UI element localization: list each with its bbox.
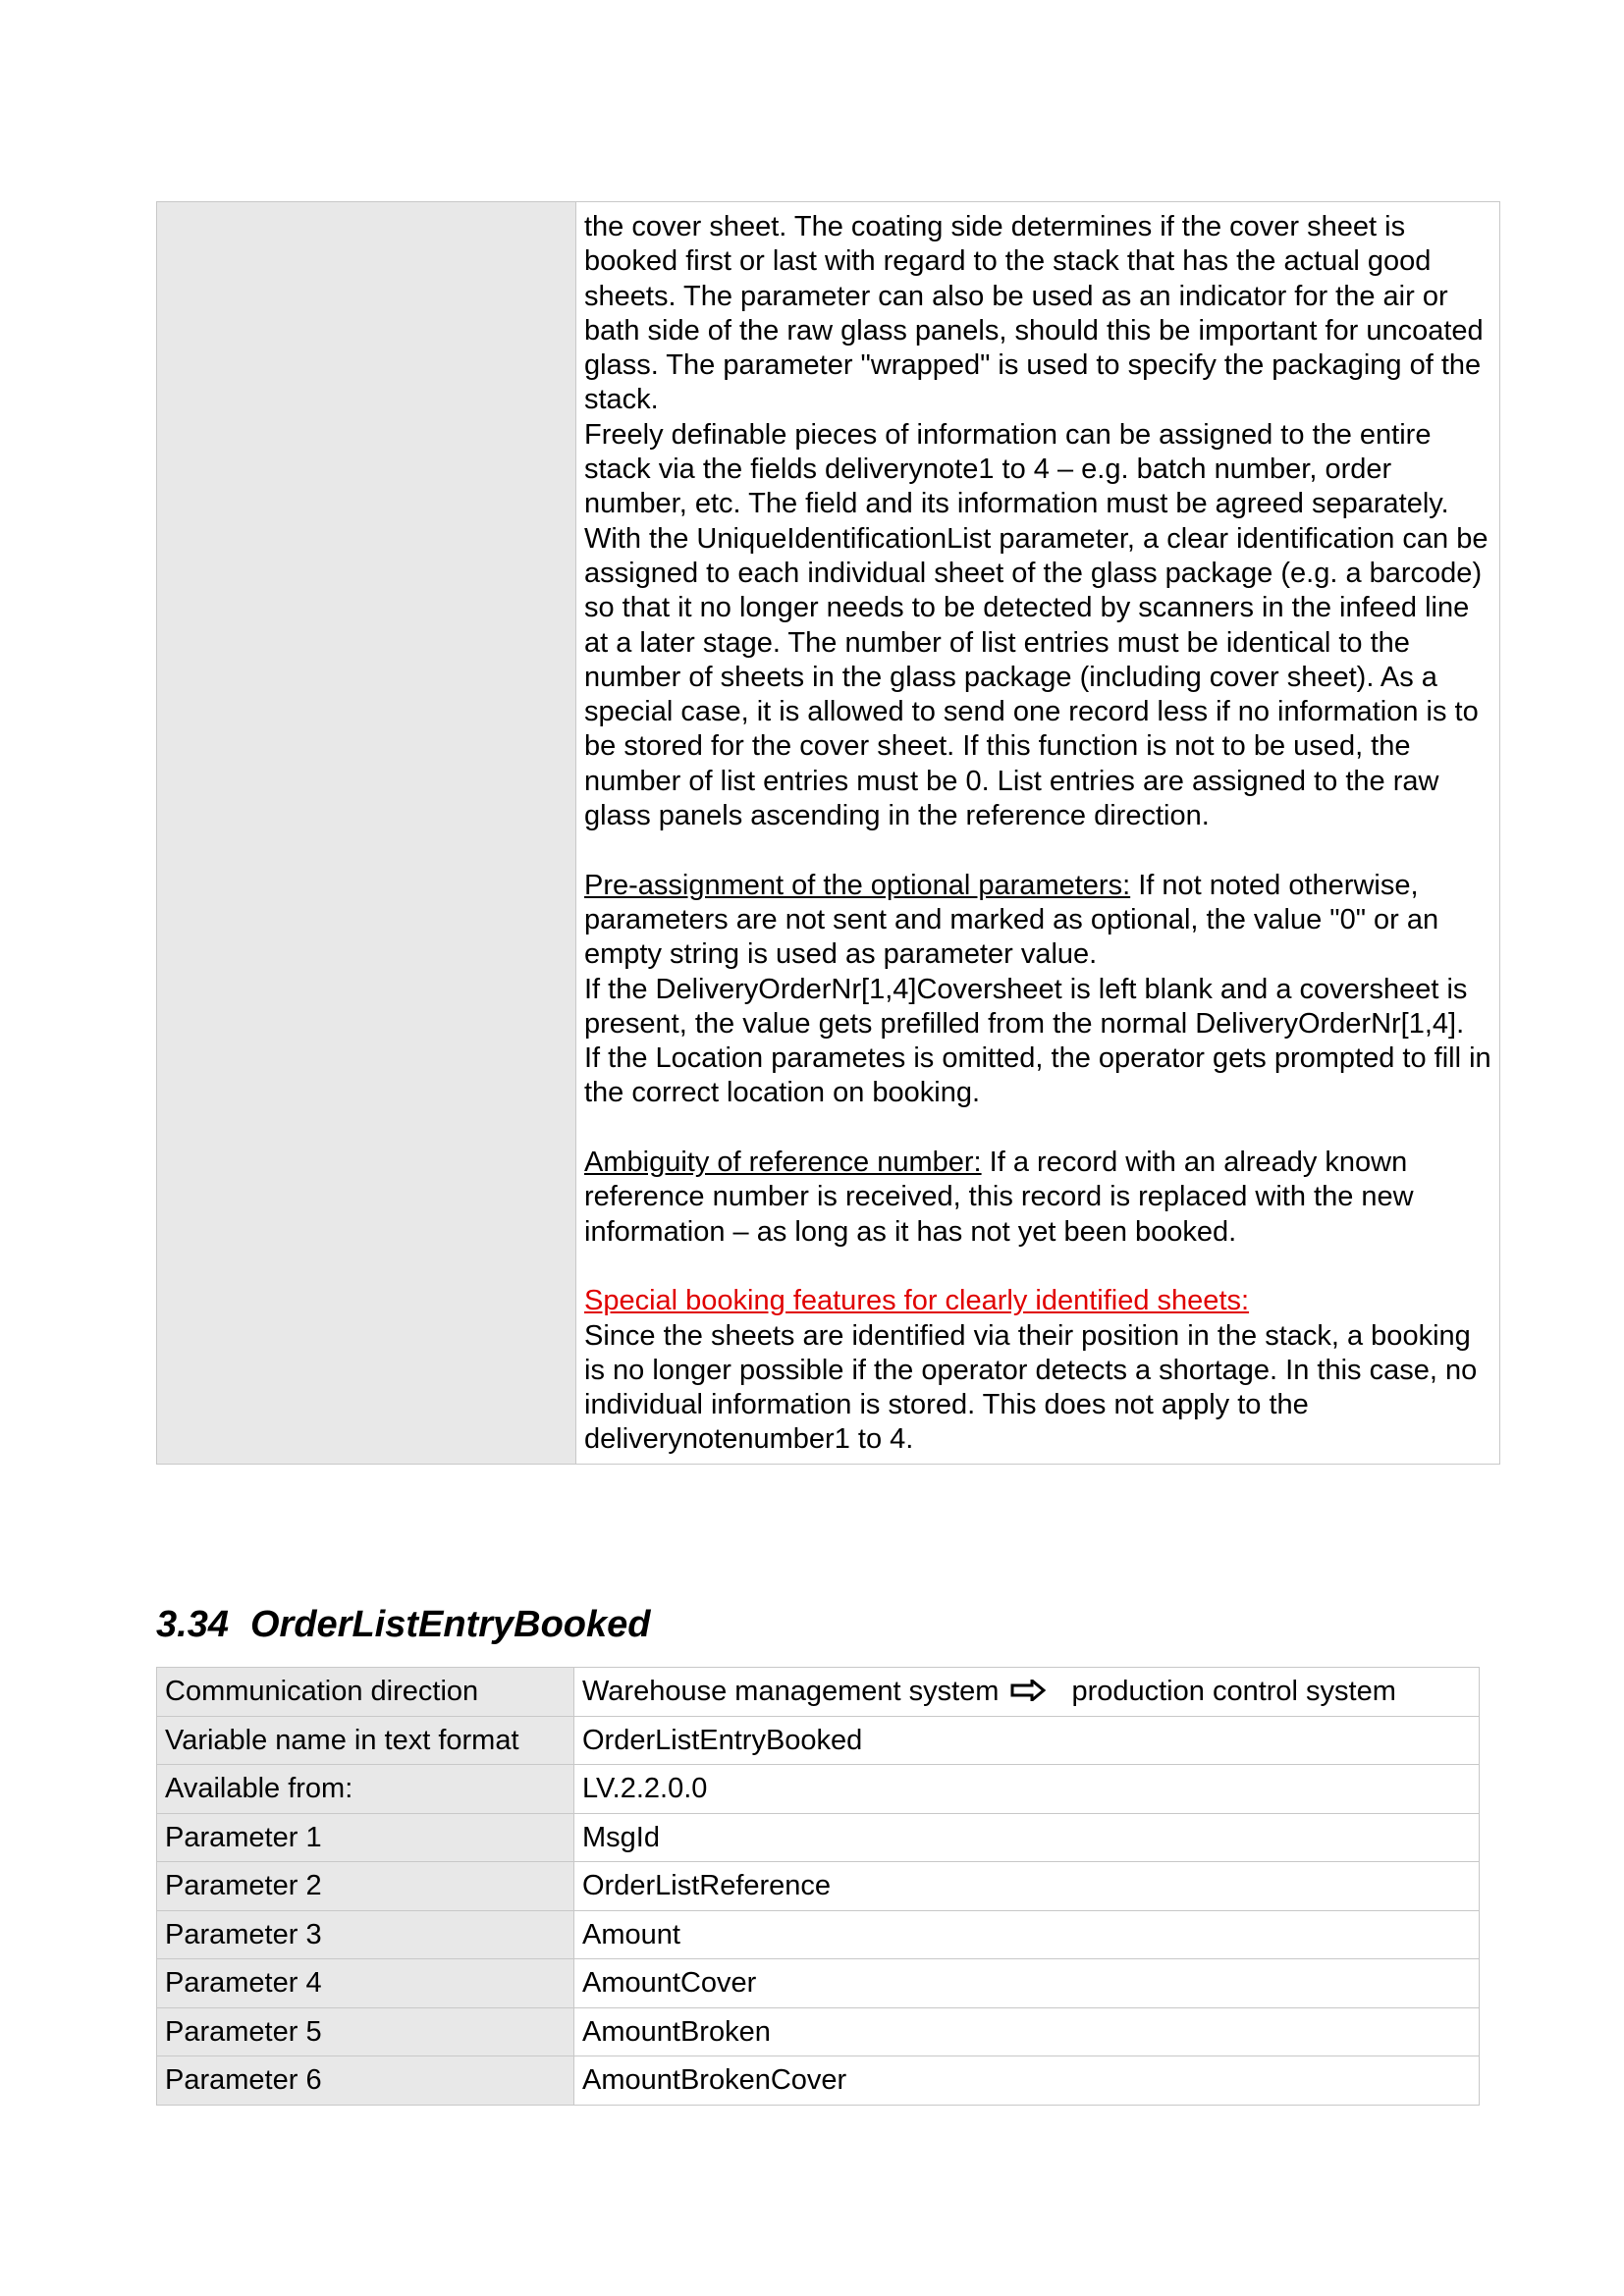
row-value: Amount: [574, 1910, 1480, 1959]
row-value: MsgId: [574, 1813, 1480, 1862]
table-row: [157, 2056, 1480, 2106]
direction-label: Communication direction: [157, 1668, 574, 1717]
parameter-table: [156, 1667, 1480, 2106]
ambiguity-heading: Ambiguity of reference number:: [584, 1147, 982, 1179]
row-label: Parameter 1: [157, 1813, 574, 1862]
row-label: Variable name in text format: [157, 1716, 574, 1765]
row-value: OrderListReference: [574, 1862, 1480, 1911]
row-value: AmountBroken: [574, 2007, 1480, 2056]
table-row: [157, 2007, 1480, 2056]
continued-description-cell: [576, 202, 1500, 1465]
pre-assignment-paragraph: [584, 869, 1491, 973]
special-booking-paragraph: [584, 1284, 1491, 1318]
table-row: [157, 1716, 1480, 1765]
direction-to: production control system: [1071, 1675, 1396, 1707]
row-value: LV.2.2.0.0: [574, 1765, 1480, 1814]
row-label: Parameter 5: [157, 2007, 574, 2056]
row-label: Parameter 4: [157, 1959, 574, 2008]
table-row: [157, 1862, 1480, 1911]
pre-assignment-heading: Pre-assignment of the optional parameters:: [584, 869, 1131, 901]
direction-value: [574, 1668, 1480, 1717]
description-paragraph: With the UniqueIdentificationList parameter, a clear identification can be assigned to each individual sheet of the glass package (e.g. a barcode) so that it no longer needs to be detected by scanners in the infeed line at a later stage. The number of list entries must be identical to the number of sheets in the glass package (including cover sheet). As a special case, it is allowed to send one record less if no information is to be stored for the cover sheet. If this function is not to be used, the number of list entries must be 0. List entries are assigned to the raw glass panels ascending in the reference direction.: [584, 522, 1489, 832]
section-number: 3.34: [156, 1604, 229, 1645]
table-row: [157, 1910, 1480, 1959]
ambiguity-text: If a record with an already known reference number is received, this record is replaced with the new information – as long as it has not yet been booked.: [584, 1147, 1414, 1248]
row-value: AmountCover: [574, 1959, 1480, 2008]
row-label: Parameter 2: [157, 1862, 574, 1911]
right-arrow-icon: [1010, 1677, 1046, 1708]
description-paragraph: the cover sheet. The coating side determines if the cover sheet is booked first or last with regard to the stack that has the actual good sheets. The parameter can also be used as an indicator for the air or bath side of the raw glass panels, should this be important for uncoated glass. The parameter "wrapped" is used to specify the packaging of the stack.: [584, 211, 1484, 416]
continued-description-table: [156, 201, 1500, 1465]
continued-label-cell: [157, 202, 576, 1465]
row-label: Parameter 6: [157, 2056, 574, 2106]
row-value: OrderListEntryBooked: [574, 1716, 1480, 1765]
section-title: OrderListEntryBooked: [249, 1604, 651, 1645]
direction-from: Warehouse management system: [582, 1675, 1000, 1707]
description-paragraph: Since the sheets are identified via their position in the stack, a booking is no longer possible if the operator detects a shortage. In this case, no individual information is stored. This does not apply to the deliverynotenumber1 to 4.: [584, 1319, 1478, 1456]
ambiguity-paragraph: [584, 1146, 1491, 1250]
continued-description-row: [157, 202, 1500, 1465]
section-heading: [156, 1600, 651, 1649]
row-value: AmountBrokenCover: [574, 2056, 1480, 2106]
special-booking-heading: Special booking features for clearly identified sheets:: [584, 1285, 1250, 1317]
description-paragraph: If the DeliveryOrderNr[1,4]Coversheet is left blank and a coversheet is present, the value gets prefilled from the normal DeliveryOrderNr[1,4].: [584, 973, 1468, 1040]
description-paragraph: Freely definable pieces of information can be assigned to the entire stack via the fields deliverynote1 to 4 – e.g. batch number, order number, etc. The field and its information must be agreed separately.: [584, 418, 1449, 520]
pre-assignment-text: If not noted otherwise, parameters are not sent and marked as optional, the value "0" or an empty string is used as parameter value.: [584, 869, 1439, 971]
table-row: [157, 1959, 1480, 2008]
table-row: [157, 1813, 1480, 1862]
description-paragraph: If the Location parametes is omitted, the operator gets prompted to fill in the correct location on booking.: [584, 1042, 1491, 1109]
table-row: [157, 1668, 1480, 1717]
row-label: Parameter 3: [157, 1910, 574, 1959]
row-label: Available from:: [157, 1765, 574, 1814]
table-row: [157, 1765, 1480, 1814]
